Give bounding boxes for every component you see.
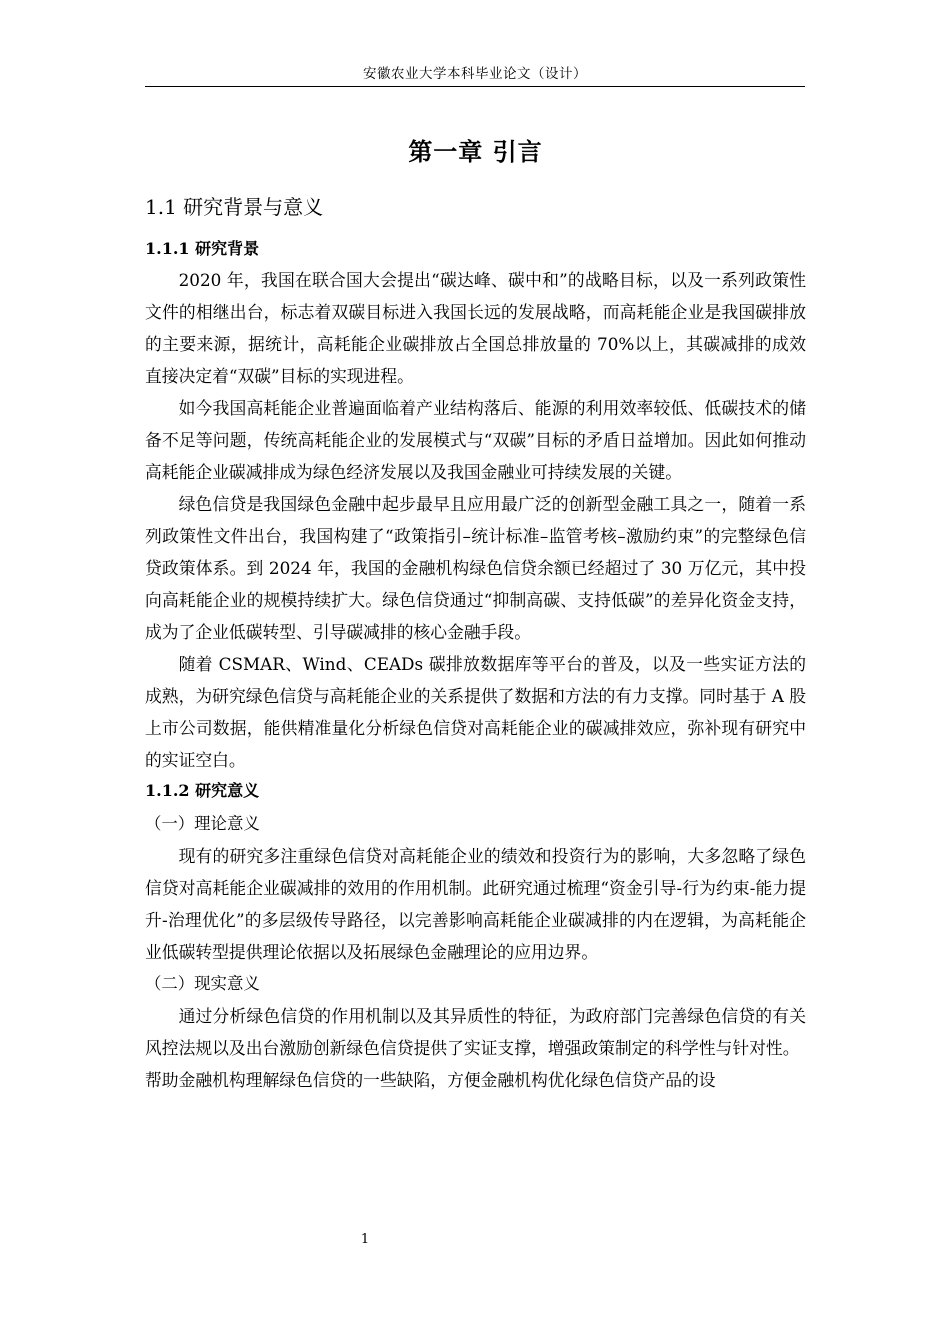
subheading-theoretical-significance: （一）理论意义 <box>145 814 260 833</box>
paragraph-background-2: 如今我国高耗能企业普遍面临着产业结构落后、能源的利用效率较低、低碳技术的储备不足等问题，传统高耗能企业的发展模式与“双碳”目标的矛盾日益增加。因此如何推动高耗能企业碳减排成为绿色经济发展以及我国金融业可持续发展的关键。 <box>145 398 806 482</box>
subheading-practical-significance: （二）现实意义 <box>145 974 260 993</box>
section-heading-1-1: 1.1 研究背景与意义 <box>145 195 324 219</box>
page-number: 1 <box>360 1232 370 1247</box>
paragraph-practical-significance-1: 通过分析绿色信贷的作用机制以及其异质性的特征，为政府部门完善绿色信贷的有关风控法规以及出台激励创新绿色信贷提供了实证支撑，增强政策制定的科学性与针对性。 <box>145 1006 806 1058</box>
paragraph-background-4: 随着 CSMAR、Wind、CEADs 碳排放数据库等平台的普及，以及一些实证方法的成熟，为研究绿色信贷与高耗能企业的关系提供了数据和方法的有力支撑。同时基于 A 股上市公司数据，能供精准量化分析绿色信贷对高耗能企业的碳减排效应，弥补现有研究中的实证空白。 <box>145 654 806 770</box>
chapter-title: 第一章 引言 <box>408 138 543 166</box>
section-heading-1-1-1: 1.1.1 研究背景 <box>145 239 260 258</box>
header-rule <box>145 86 805 87</box>
section-heading-1-1-2: 1.1.2 研究意义 <box>145 781 260 800</box>
paragraph-theoretical-significance: 现有的研究多注重绿色信贷对高耗能企业的绩效和投资行为的影响，大多忽略了绿色信贷对高耗能企业碳减排的效用的作用机制。此研究通过梳理“资金引导-行为约束-能力提升-治理优化”的多层级传导路径，以完善影响高耗能企业碳减排的内在逻辑，为高耗能企业低碳转型提供理论依据以及拓展绿色金融理论的应用边界。 <box>145 846 806 962</box>
paragraph-background-1: 2020 年，我国在联合国大会提出“碳达峰、碳中和”的战略目标，以及一系列政策性文件的相继出台，标志着双碳目标进入我国长远的发展战略，而高耗能企业是我国碳排放的主要来源，据统计，高耗能企业碳排放占全国总排放量的 70%以上，其碳减排的成效直接决定着“双碳”目标的实现进程。 <box>145 270 806 386</box>
paragraph-background-3: 绿色信贷是我国绿色金融中起步最早且应用最广泛的创新型金融工具之一，随着一系列政策性文件出台，我国构建了“政策指引–统计标准–监管考核–激励约束”的完整绿色信贷政策体系。到 2024 年，我国的金融机构绿色信贷余额已经超过了 30 万亿元，其中投向高耗能企业的规模持续扩大。绿色信贷通过“抑制高碳、支持低碳”的差异化资金支持，成为了企业低碳转型、引导碳减排的核心金融手段。 <box>145 494 806 642</box>
running-header: 安徽农业大学本科毕业论文（设计） <box>363 66 587 82</box>
paragraph-practical-significance-2: 帮助金融机构理解绿色信贷的一些缺陷，方便金融机构优化绿色信贷产品的设 <box>145 1070 716 1090</box>
page-body <box>145 124 806 1096</box>
